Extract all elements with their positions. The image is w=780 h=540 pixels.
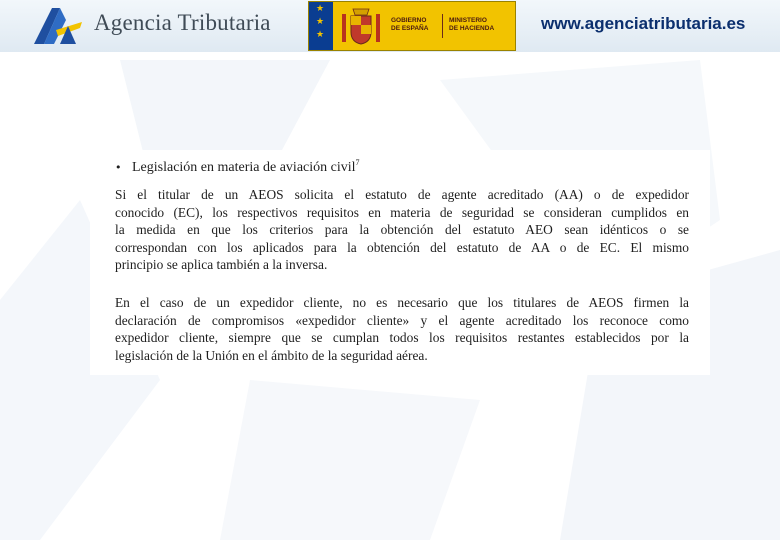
paragraph-expedidor-cliente — [115, 294, 689, 364]
star-icon: ★ — [316, 4, 325, 14]
paragraph-line: principio se aplica también a la inversa. — [115, 257, 328, 272]
paragraph-line: legislación de la Unión en el ámbito de la seguridad aérea. — [115, 347, 428, 363]
bullet-icon: • — [115, 161, 122, 174]
document-excerpt — [90, 150, 710, 375]
site-header — [0, 0, 780, 52]
gobierno-de-espana-label: GOBIERNO DE ESPAÑA — [391, 17, 429, 32]
brand-name[interactable]: Agencia Tributaria — [94, 10, 271, 35]
agencia-tributaria-logo-icon — [30, 4, 86, 48]
coat-of-arms-icon — [339, 6, 383, 48]
badge-divider — [442, 14, 443, 38]
site-url-link[interactable]: www.agenciatributaria.es — [541, 14, 746, 33]
star-icon: ★ — [316, 30, 325, 40]
paragraph-aa-ec — [115, 186, 689, 274]
paragraph-line: la medida en que los criterios para la obtención del estatuto AEO sean idénticos o se — [115, 222, 689, 237]
government-badge[interactable] — [308, 1, 516, 51]
paragraph-line: Si el titular de un AEOS solicita el estatuto de agente acreditado (AA) o de expedidor — [115, 187, 689, 202]
paragraph-line: En el caso de un expedidor cliente, no es necesario que los titulares de AEOS firmen la — [115, 295, 689, 310]
footnote-ref: 7 — [355, 158, 360, 167]
ministerio-de-hacienda-label: MINISTERIO DE HACIENDA — [449, 17, 495, 32]
section-heading — [115, 158, 360, 176]
paragraph-line: declaración de compromisos «expedidor cliente» y el agente acreditado los reconoce como — [115, 312, 689, 328]
eu-flag-strip — [309, 2, 333, 50]
paragraph-line: correspondan con los aplicados para la obtención del estatuto de AA o de EC. El mismo — [115, 239, 689, 255]
paragraph-line: conocido (EC), los respectivos requisitos en materia de seguridad se consideran cumplidos en — [115, 204, 689, 220]
paragraph-line: expedidor cliente, siempre que se cumplan todos los requisitos restantes establecidos por la — [115, 330, 689, 345]
star-icon: ★ — [316, 17, 325, 27]
section-title: Legislación en materia de aviación civil — [132, 160, 356, 175]
